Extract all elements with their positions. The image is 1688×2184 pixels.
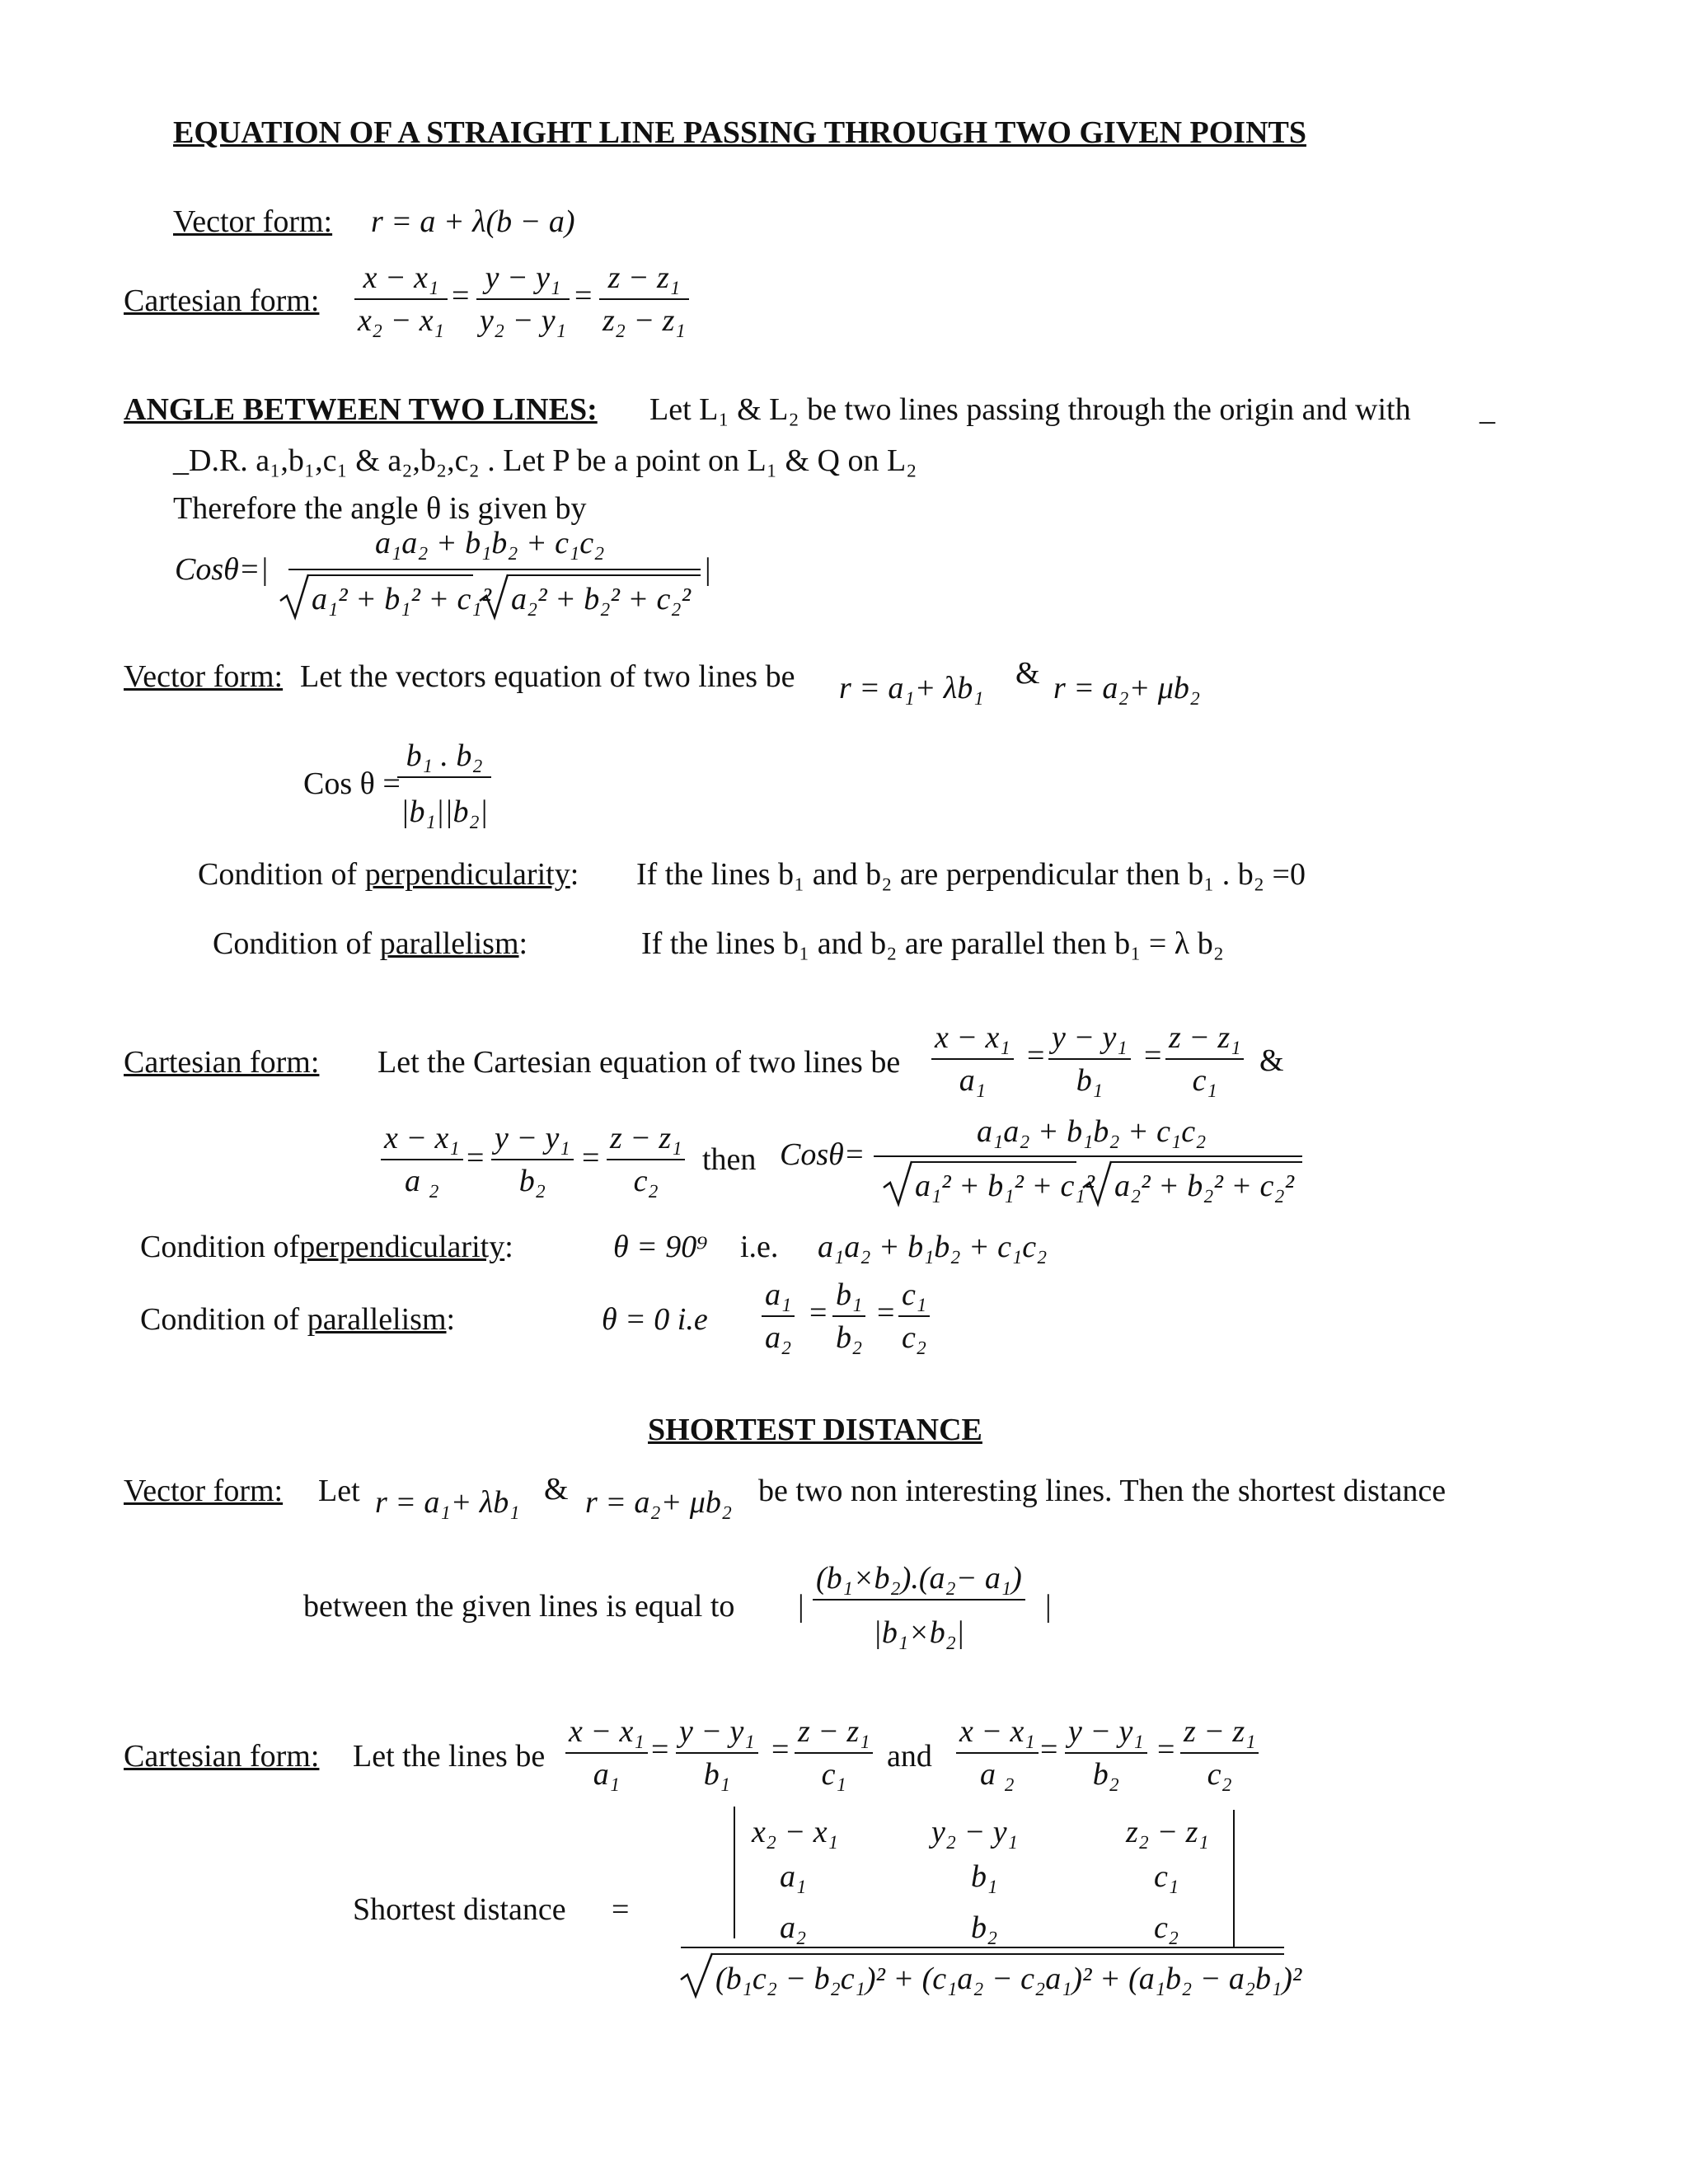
fraction-z — [599, 262, 689, 336]
parallelism-label — [213, 928, 528, 959]
page-title: EQUATION OF A STRAIGHT LINE PASSING THROUGH TWO GIVEN POINTS — [173, 115, 1306, 150]
sqrt-bar — [1111, 1161, 1302, 1163]
fraction-y-den: y₂ − y₁ — [480, 303, 566, 338]
ampersand: & — [1259, 1043, 1284, 1078]
abs-close: | — [705, 552, 711, 587]
cart-frac-3-den: c₁ — [1192, 1063, 1217, 1098]
cart-frac-4 — [381, 1122, 463, 1197]
cart-frac-1-den: a₁ — [959, 1063, 986, 1098]
cart-frac-6 — [607, 1122, 685, 1197]
sd-equals: = — [612, 1892, 630, 1927]
angle-line-2: _D.R. a₁,b₁,c₁ & a₂,b₂,c₂ . Let P be a point on L₁ & Q on L₂ — [173, 443, 917, 478]
sd-frac-3-num: z − z₁ — [795, 1716, 873, 1754]
parallelism-label-2 — [140, 1304, 455, 1335]
fraction-x — [354, 262, 448, 336]
sqrt-icon — [478, 571, 511, 621]
par-frac-2 — [832, 1279, 865, 1353]
fraction-z-den: z₂ − z₁ — [603, 303, 686, 338]
vector-eq-2: r = a₂+ μb₂ — [1053, 671, 1201, 705]
par-theta: θ = 0 i.e — [602, 1302, 708, 1337]
par2-colon: : — [446, 1302, 456, 1337]
fraction-y — [476, 262, 570, 336]
sd-frac-5-den: b₂ — [1092, 1757, 1119, 1792]
det-cell: c₂ — [1154, 1910, 1179, 1945]
perp2-underlined: perpendicularity — [299, 1230, 505, 1264]
sd-frac-2-num: y − y₁ — [676, 1716, 758, 1754]
equals-sign: = — [1027, 1038, 1045, 1073]
sd-vector-den: |b₁×b₂| — [873, 1615, 965, 1650]
sd-frac-4-den: a ₂ — [979, 1757, 1015, 1792]
sqrt-icon — [1081, 1158, 1114, 1207]
sd-vector-fraction — [813, 1563, 1025, 1648]
det-cell: a₁ — [780, 1859, 807, 1894]
det-cell: y₂ − y₁ — [931, 1815, 1018, 1849]
sd-frac-3-den: c₁ — [821, 1757, 846, 1792]
equals-sign: = — [574, 279, 593, 313]
sqrt-bar — [508, 574, 701, 576]
fraction-x-num: x − x₁ — [354, 262, 448, 300]
cartesian-form-label: Cartesian form: — [124, 284, 320, 318]
sd-frac-5 — [1065, 1716, 1147, 1790]
par2-pre: Condition of — [140, 1302, 307, 1337]
sd-denominator: (b₁c₂ − b₂c₁)² + (c₁a₂ − c₂a₁)² + (a₁b₂ − a₂b₁)² — [715, 1961, 1302, 1996]
sd-frac-2 — [676, 1716, 758, 1790]
abs-open: | — [798, 1589, 804, 1624]
cos-label: Cosθ=| — [175, 552, 269, 587]
fraction-bar — [681, 1947, 1284, 1948]
cart-frac-2-den: b₁ — [1076, 1063, 1103, 1098]
sd-frac-6 — [1180, 1716, 1259, 1790]
fraction-x-den: x₂ − x₁ — [358, 303, 444, 338]
sd-vector-num: (b₁×b₂).(a₂− a₁) — [813, 1563, 1025, 1601]
par-frac-1-num: a₁ — [762, 1279, 795, 1317]
par-frac-3-num: c₁ — [898, 1279, 930, 1317]
det-cell: x₂ − x₁ — [752, 1815, 838, 1849]
equals-sign: = — [467, 1141, 485, 1175]
ampersand: & — [544, 1472, 569, 1507]
cart-frac-1 — [931, 1022, 1014, 1096]
vector-form-label-2: Vector form: — [124, 659, 284, 694]
perp2-pre: Condition of — [140, 1230, 300, 1264]
equals-sign: = — [651, 1732, 669, 1767]
par2-underlined: parallelism — [307, 1302, 447, 1337]
parallelism-text: If the lines b₁ and b₂ are parallel then b₁ = λ b₂ — [641, 926, 1224, 961]
cos-theta-label: Cos θ = — [303, 766, 401, 801]
cos-vector-den: |b₁||b₂| — [401, 794, 489, 829]
cos-den-left-2: a₁² + b₁² + c₁² — [915, 1169, 1095, 1203]
det-bar-left — [734, 1807, 735, 1938]
sd-frac-6-num: z − z₁ — [1180, 1716, 1259, 1754]
sd-vector-eq-1: r = a₁+ λb₁ — [375, 1485, 520, 1520]
cart-frac-2 — [1048, 1022, 1131, 1096]
par-label-pre: Condition of — [213, 926, 380, 961]
cart-frac-5 — [491, 1122, 574, 1197]
trailing-dash: _ — [1479, 392, 1495, 427]
det-cell: z₂ − z₁ — [1126, 1815, 1209, 1849]
sd-frac-5-num: y − y₁ — [1065, 1716, 1147, 1754]
angle-intro: Let L₁ & L₂ be two lines passing through the origin and with — [649, 392, 1411, 427]
abs-close: | — [1045, 1589, 1052, 1624]
sqrt-icon — [679, 1950, 715, 1999]
det-cell: b₂ — [971, 1910, 998, 1945]
sd-text-2: between the given lines is equal to — [303, 1589, 735, 1624]
perp-label-underlined: perpendicularity — [364, 857, 570, 892]
equals-sign: = — [452, 279, 470, 313]
cos-numerator: a₁a₂ + b₁b₂ + c₁c₂ — [375, 526, 605, 560]
cart-frac-2-num: y − y₁ — [1048, 1022, 1131, 1060]
cartesian-form-label-3: Cartesian form: — [124, 1739, 320, 1774]
par-frac-1-den: a₂ — [765, 1320, 792, 1355]
cart-frac-6-den: c₂ — [633, 1164, 659, 1198]
equals-sign: = — [1040, 1732, 1058, 1767]
sd-frac-1-num: x − x₁ — [565, 1716, 648, 1754]
equals-sign: = — [809, 1296, 828, 1330]
cos-den-right-2: a₂² + b₂² + c₂² — [1114, 1169, 1294, 1203]
det-bar-right — [1233, 1810, 1235, 1948]
cos-den-left: a₁² + b₁² + c₁² — [312, 582, 491, 616]
sd-frac-1-den: a₁ — [593, 1757, 620, 1792]
vector-two-lines-text: Let the vectors equation of two lines be — [300, 659, 795, 694]
cos-numerator-2: a₁a₂ + b₁b₂ + c₁c₂ — [977, 1114, 1207, 1149]
cos-label-2: Cosθ= — [780, 1137, 865, 1172]
perp-label-pre: Condition of — [198, 857, 365, 892]
sd-label: Shortest distance — [353, 1892, 566, 1927]
par-frac-3-den: c₂ — [902, 1320, 927, 1355]
det-cell: b₁ — [971, 1859, 998, 1894]
cartesian-form-label-2: Cartesian form: — [124, 1045, 320, 1080]
vector-eq-1: r = a₁+ λb₁ — [839, 671, 984, 705]
perp-theta: θ = 90⁹ — [613, 1230, 708, 1264]
cart-frac-5-num: y − y₁ — [491, 1122, 574, 1160]
perpendicularity-text: If the lines b₁ and b₂ are perpendicular then b₁ . b₂ =0 — [636, 857, 1306, 892]
fraction-y-num: y − y₁ — [476, 262, 570, 300]
cos-vector-num: b₁ . b₂ — [397, 740, 491, 778]
det-cell: a₂ — [780, 1910, 807, 1945]
par-frac-1 — [762, 1279, 795, 1353]
angle-heading: ANGLE BETWEEN TWO LINES: — [124, 392, 598, 427]
sd-frac-3 — [795, 1716, 873, 1790]
equals-sign: = — [877, 1296, 895, 1330]
then-word: then — [702, 1142, 757, 1177]
vector-form-label: Vector form: — [173, 204, 333, 239]
perp-ie: i.e. — [740, 1230, 779, 1264]
sd-text-1: be two non interesting lines. Then the shortest distance — [758, 1474, 1447, 1508]
sd-frac-6-den: c₂ — [1207, 1757, 1232, 1792]
perp-colon: : — [570, 857, 579, 892]
equals-sign: = — [771, 1732, 790, 1767]
equals-sign: = — [1144, 1038, 1162, 1073]
sqrt-icon — [882, 1158, 915, 1207]
cart-frac-3-num: z − z₁ — [1165, 1022, 1244, 1060]
sd-frac-4 — [956, 1716, 1039, 1790]
fraction-bar — [874, 1155, 1302, 1157]
cart-frac-5-den: b₂ — [518, 1164, 546, 1198]
cos-den-right: a₂² + b₂² + c₂² — [511, 582, 691, 616]
ampersand: & — [1015, 656, 1040, 691]
vector-form-label-3: Vector form: — [124, 1474, 284, 1508]
equals-sign: = — [582, 1141, 600, 1175]
sd-cart-text: Let the lines be — [353, 1739, 546, 1774]
perp2-colon: : — [504, 1230, 513, 1264]
sqrt-bar — [712, 1953, 1284, 1955]
fraction-z-num: z − z₁ — [599, 262, 689, 300]
par-frac-2-den: b₂ — [836, 1320, 863, 1355]
det-cell: c₁ — [1154, 1859, 1179, 1894]
sd-vector-eq-2: r = a₂+ μb₂ — [585, 1485, 733, 1520]
shortest-distance-heading: SHORTEST DISTANCE — [648, 1413, 982, 1447]
perp-expression: a₁a₂ + b₁b₂ + c₁c₂ — [818, 1230, 1048, 1264]
par-label-underlined: parallelism — [379, 926, 519, 961]
par-colon: : — [518, 926, 528, 961]
par-frac-2-num: b₁ — [832, 1279, 865, 1317]
perpendicularity-label-2 — [140, 1231, 513, 1263]
equals-sign: = — [1157, 1732, 1175, 1767]
perpendicularity-label — [198, 859, 579, 890]
cart-frac-3 — [1165, 1022, 1244, 1096]
sd-frac-1 — [565, 1716, 648, 1790]
sqrt-bar — [308, 574, 473, 576]
par-frac-3 — [898, 1279, 930, 1353]
cartesian-two-lines-text: Let the Cartesian equation of two lines be — [377, 1045, 901, 1080]
and-word: and — [887, 1739, 932, 1774]
angle-line-3: Therefore the angle θ is given by — [173, 491, 587, 526]
fraction-bar — [288, 569, 701, 570]
sqrt-bar — [912, 1161, 1076, 1163]
cart-frac-4-num: x − x₁ — [381, 1122, 463, 1160]
let-word: Let — [318, 1474, 360, 1508]
sqrt-icon — [279, 571, 312, 621]
cart-frac-1-num: x − x₁ — [931, 1022, 1014, 1060]
cart-frac-4-den: a ₂ — [404, 1164, 439, 1198]
sd-frac-2-den: b₁ — [703, 1757, 730, 1792]
cos-vector-fraction — [397, 740, 491, 827]
vector-form-equation: r = a + λ(b − a) — [371, 204, 575, 239]
cart-frac-6-num: z − z₁ — [607, 1122, 685, 1160]
sd-frac-4-num: x − x₁ — [956, 1716, 1039, 1754]
